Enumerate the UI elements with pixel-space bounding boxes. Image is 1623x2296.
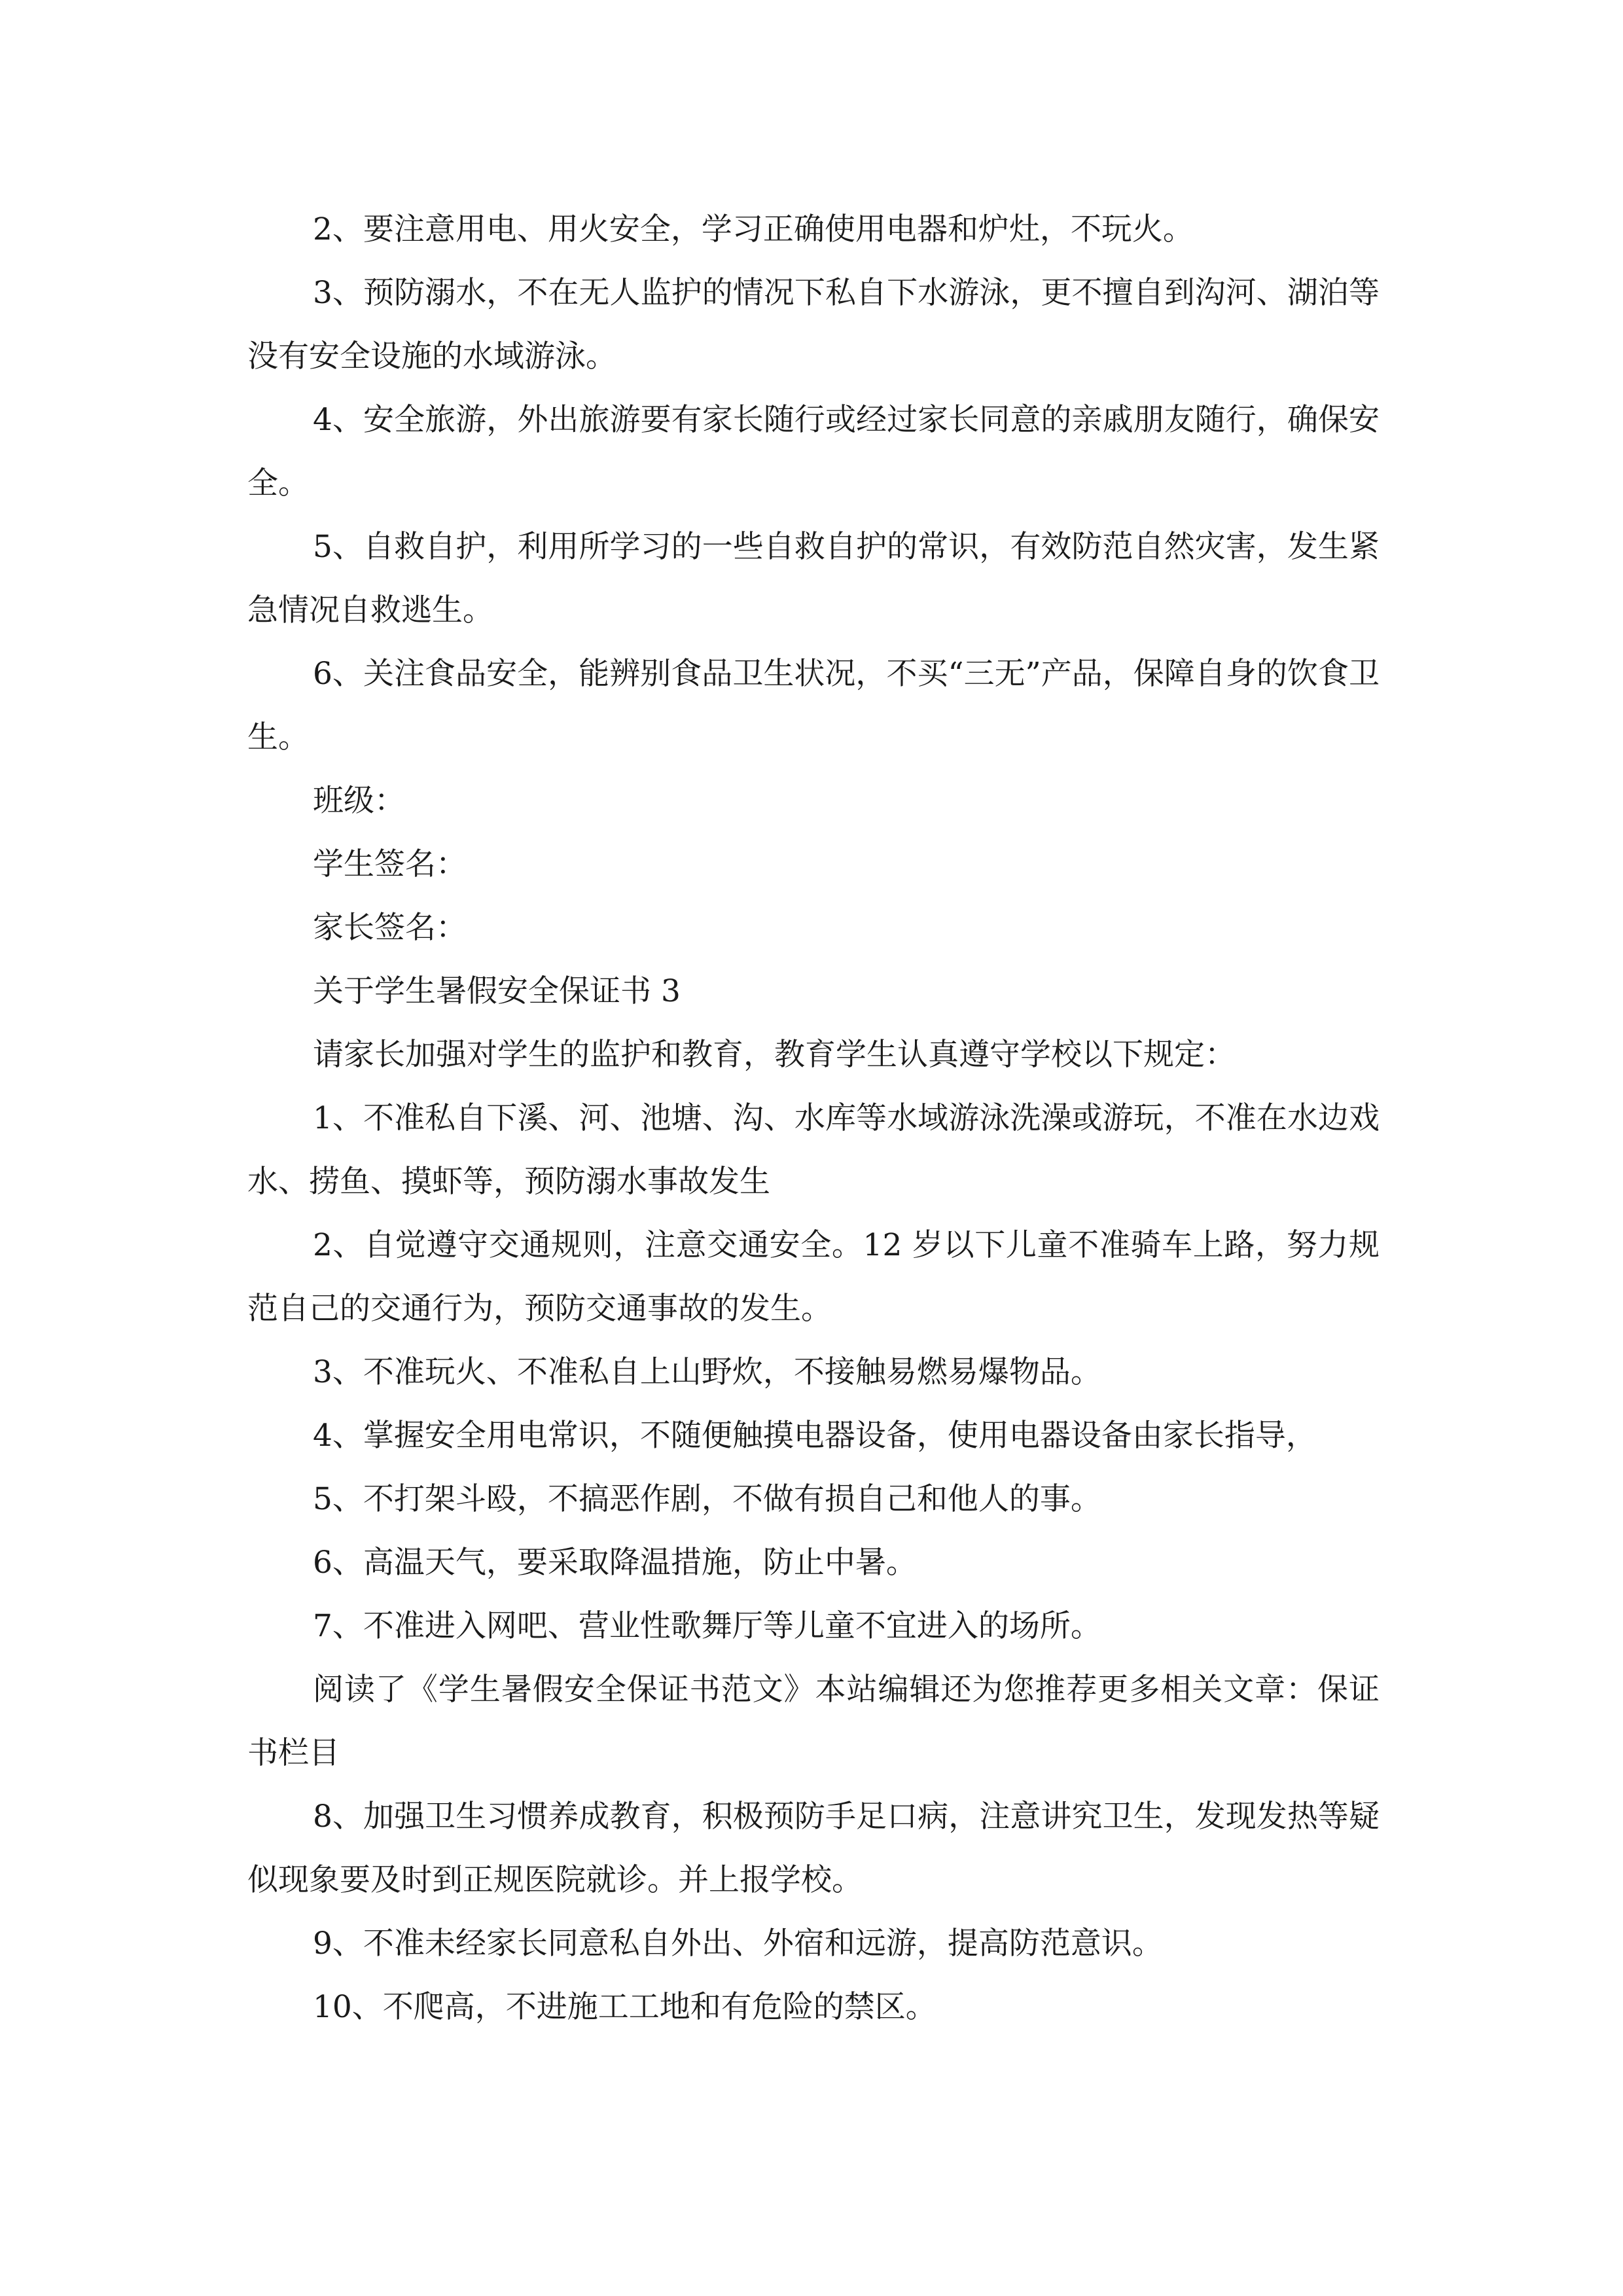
student-signature-label: 学生签名： <box>313 846 467 882</box>
rule-item-4: 4、掌握安全用电常识，不随便触摸电器设备，使用电器设备由家长指导， <box>313 1418 1317 1454</box>
paragraph-item-4-travel: 4、安全旅游，外出旅游要有家长随行或经过家长同意的亲戚朋友随行，确保安全。 <box>247 402 1380 501</box>
paragraph-item-5-self-rescue: 5、自救自护，利用所学习的一些自救自护的常识，有效防范自然灾害，发生紧急情况自救逃生。 <box>247 529 1380 628</box>
section-heading: 关于学生暑假安全保证书 3 <box>313 973 681 1009</box>
rule-item-10: 10、不爬高，不进施工工地和有危险的禁区。 <box>313 1989 936 2025</box>
rule-item-3: 3、不准玩火、不准私自上山野炊，不接触易燃易爆物品。 <box>313 1354 1101 1390</box>
rule-item-7: 7、不准进入网吧、营业性歌舞厅等儿童不宜进入的场所。 <box>313 1608 1101 1644</box>
document-body <box>247 198 1380 2039</box>
rule-item-5: 5、不打架斗殴，不搞恶作剧，不做有损自己和他人的事。 <box>313 1481 1101 1517</box>
intro-paragraph: 请家长加强对学生的监护和教育，教育学生认真遵守学校以下规定： <box>313 1037 1236 1073</box>
class-field-label: 班级： <box>313 783 405 819</box>
related-articles-note: 阅读了《学生暑假安全保证书范文》本站编辑还为您推荐更多相关文章：保证书栏目 <box>247 1672 1380 1771</box>
rule-item-8: 8、加强卫生习惯养成教育，积极预防手足口病，注意讲究卫生，发现发热等疑似现象要及时到正规医院就诊。并上报学校。 <box>247 1799 1380 1898</box>
rule-item-6: 6、高温天气，要采取降温措施，防止中暑。 <box>313 1545 917 1581</box>
paragraph-item-3-drowning: 3、预防溺水，不在无人监护的情况下私自下水游泳，更不擅自到沟河、湖泊等没有安全设施的水域游泳。 <box>247 275 1380 374</box>
parent-signature-label: 家长签名： <box>313 910 467 946</box>
rule-item-2: 2、自觉遵守交通规则，注意交通安全。12 岁以下儿童不准骑车上路，努力规范自己的交通行为，预防交通事故的发生。 <box>247 1227 1380 1327</box>
paragraph-item-2-electricity-fire: 2、要注意用电、用火安全，学习正确使用电器和炉灶，不玩火。 <box>313 211 1194 247</box>
rule-item-1: 1、不准私自下溪、河、池塘、沟、水库等水域游泳洗澡或游玩，不准在水边戏水、捞鱼、摸虾等，预防溺水事故发生 <box>247 1100 1380 1200</box>
rule-item-9: 9、不准未经家长同意私自外出、外宿和远游，提高防范意识。 <box>313 1926 1163 1962</box>
paragraph-item-6-food-safety: 6、关注食品安全，能辨别食品卫生状况，不买“三无”产品，保障自身的饮食卫生。 <box>247 656 1380 755</box>
